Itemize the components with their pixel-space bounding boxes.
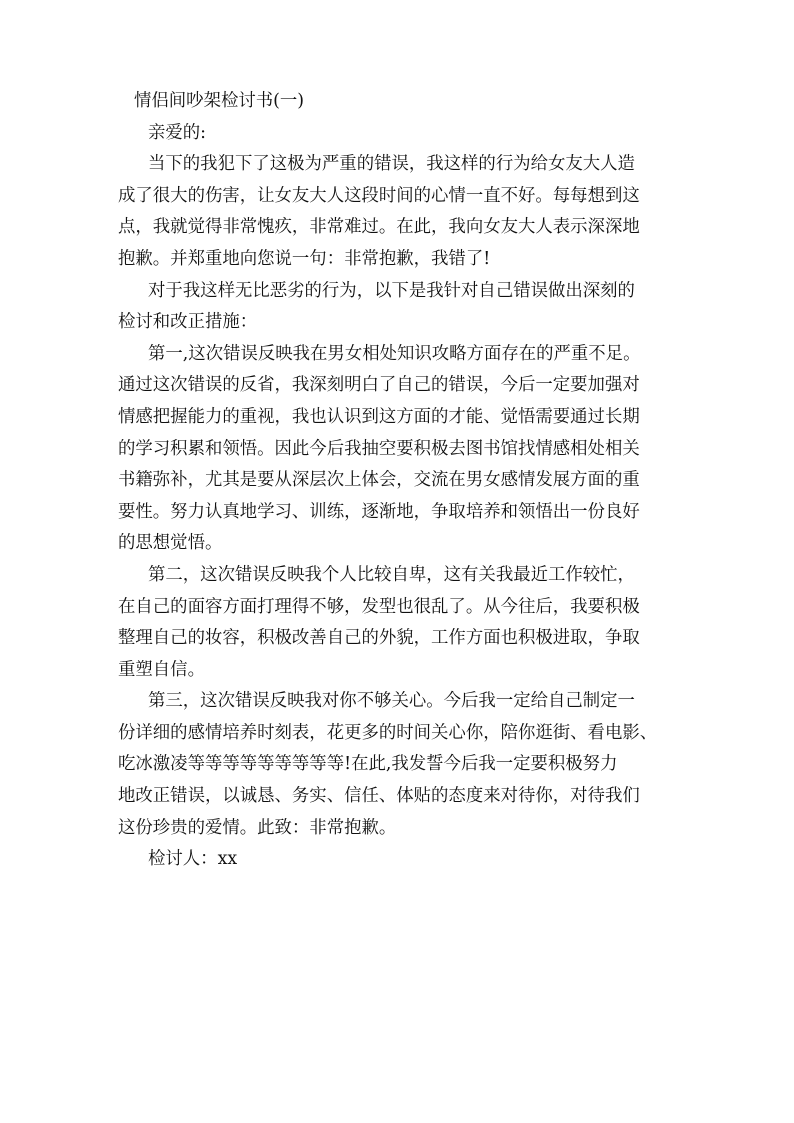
paragraph-line: 地改正错误，以诚恳、务实、信任、体贴的态度来对待你，对待我们 — [118, 786, 640, 807]
paragraph-line: 这份珍贵的爱情。此致：非常抱歉。 — [118, 817, 397, 838]
paragraph-line: 重塑自信。 — [118, 659, 205, 680]
paragraph-intro — [118, 276, 678, 339]
paragraph-line: 吃冰激凌等等等等等等等等等!在此,我发誓今后我一定要积极努力 — [118, 754, 618, 775]
paragraph-line: 点，我就觉得非常愧疚，非常难过。在此，我向女友大人表示深深地 — [118, 217, 640, 238]
paragraph-line: 书籍弥补，尤其是要从深层次上体会，交流在男女感情发展方面的重 — [118, 470, 640, 491]
paragraph-line: 份详细的感情培养时刻表，花更多的时间关心你，陪你逛街、看电影、 — [118, 722, 658, 743]
paragraph-line: 要性。努力认真地学习、训练，逐渐地，争取培养和领悟出一份良好 — [118, 501, 640, 522]
paragraph-line: 第二，这次错误反映我个人比较自卑，这有关我最近工作较忙， — [148, 564, 635, 585]
paragraph-line: 成了很大的伤害，让女友大人这段时间的心情一直不好。每每想到这 — [118, 185, 640, 206]
paragraph-apology — [118, 149, 678, 275]
paragraph-line: 在自己的面容方面打理得不够，发型也很乱了。从今往后，我要积极 — [118, 596, 640, 617]
document-title: 情侣间吵架检讨书(一) — [134, 91, 305, 111]
paragraph-first-point — [118, 339, 678, 560]
paragraph-line: 检讨和改正措施： — [118, 312, 258, 333]
paragraph-line: 的学习积累和领悟。因此今后我抽空要积极去图书馆找情感相处相关 — [118, 438, 640, 459]
paragraph-line: 整理自己的妆容，积极改善自己的外貌，工作方面也积极进取，争取 — [118, 628, 640, 649]
paragraph-line: 第三，这次错误反映我对你不够关心。今后我一定给自己制定一 — [148, 691, 635, 712]
paragraph-line: 抱歉。并郑重地向您说一句：非常抱歉，我错了! — [118, 248, 491, 269]
salutation: 亲爱的: — [148, 122, 207, 143]
paragraph-line: 对于我这样无比恶劣的行为，以下是我针对自己错误做出深刻的 — [148, 280, 635, 301]
paragraph-line: 当下的我犯下了这极为严重的错误，我这样的行为给女友大人造 — [148, 154, 635, 175]
paragraph-line: 情感把握能力的重视，我也认识到这方面的才能、觉悟需要通过长期 — [118, 406, 640, 427]
paragraph-third-point — [118, 686, 678, 844]
paragraph-line: 的思想觉悟。 — [118, 533, 223, 554]
document-body — [118, 86, 678, 876]
paragraph-second-point — [118, 560, 678, 686]
signature: 检讨人：xx — [148, 849, 238, 870]
paragraph-line: 通过这次错误的反省，我深刻明白了自己的错误，今后一定要加强对 — [118, 375, 640, 396]
paragraph-line: 第一,这次错误反映我在男女相处知识攻略方面存在的严重不足。 — [148, 343, 641, 364]
